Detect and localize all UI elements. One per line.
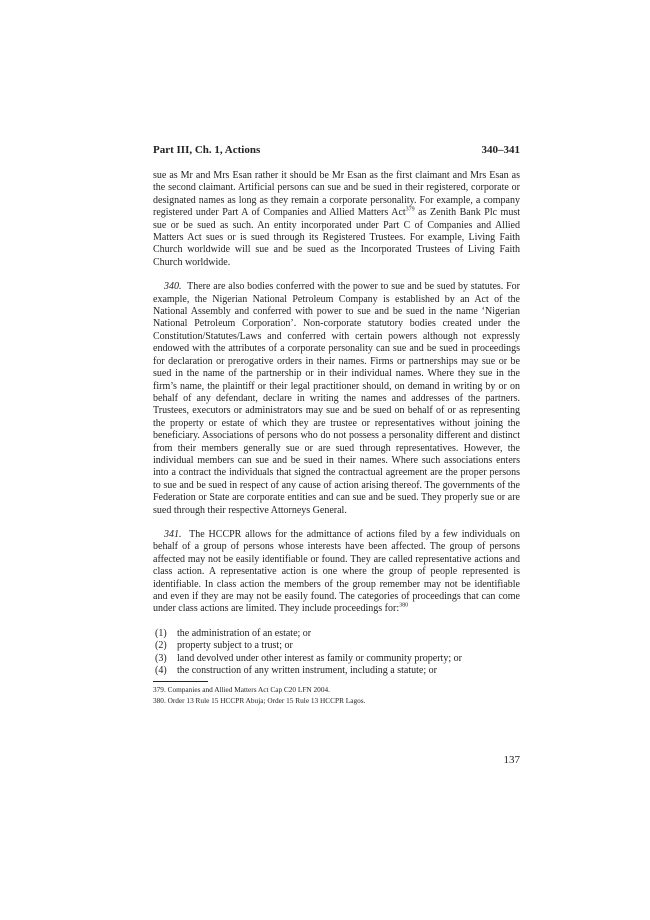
list-item [153,653,520,665]
paragraph-340 [153,281,520,517]
paragraph-text: The HCCPR allows for the admittance of actions filed by a few individuals on behalf of a group of persons whose interests have been affected. The group of persons affected may not be easily identifiable or found. They are called representative actions and class action. A representative action is one where the group of people represented is identifiable. In class action the members of the group remember may not be identifiable and even if they are may not be easily found. The categories of proceedings that can come under class actions are limited. They include proceedings for: [153,528,521,615]
header-chapter-title: Part III, Ch. 1, Actions [153,144,261,156]
footnote-380: 380. Order 13 Rule 15 HCCPR Abuja; Order 15 Rule 13 HCCPR Lagos. [153,696,366,706]
running-header [153,144,520,158]
paragraph-text: as Zenith Bank Plc must sue or be sued as such. An entity incorporated under Part C of Companies and Allied Matters Act sues or is sued through its Registered Trustees. For example, Living Faith Church worldwide will sue and be sued as the Incorporated Trustees of Living Faith Church worldwide. [153,207,520,268]
footnote-ref-379[interactable]: 379 [405,206,415,213]
page-number: 137 [503,754,520,766]
list-item-number: (3) [155,652,167,664]
header-paragraph-range: 340–341 [481,144,520,156]
list-item-number: (4) [155,665,167,677]
list-item-text: the construction of any written instrument, including a statute; or [177,665,437,677]
list-item-text: the administration of an estate; or [177,627,312,639]
list-item-number: (2) [155,640,167,652]
paragraph-number: 340. [164,281,182,293]
paragraph-number: 341. [164,528,182,540]
list-item [153,665,520,677]
page-content [153,144,521,766]
list-item [153,640,520,652]
paragraph-continued [153,170,520,269]
footnote-divider [153,681,208,682]
list-item [153,628,520,640]
footnote-ref-380[interactable]: 380 [399,603,409,610]
proceedings-list [153,628,520,678]
list-item-text: land devolved under other interest as family or community property; or [177,652,462,664]
list-item-number: (1) [155,627,167,639]
list-item-text: property subject to a trust; or [177,640,293,652]
paragraph-341 [153,529,520,616]
paragraph-text: sue as Mr and Mrs Esan rather it should be Mr Esan as the first claimant and Mrs Esan as the second claimant. Artificial persons can sue and be sued in their registered, corporate or designated names as long as they remain a corporate personality. For example, a company registered under Part A of Companies and Allied Matters Act [153,170,520,219]
footnote-379: 379. Companies and Allied Matters Act Cap C20 LFN 2004. [153,685,330,695]
paragraph-text: There are also bodies conferred with the power to sue and be sued by statutes. For example, the Nigerian National Petroleum Company is established by an Act of the National Assembly and conferred with power to sue and be sued in the name ‘Nigerian National Petroleum Corporation’. Non-corporate statutory bodies created under the Constitution/Statutes/Laws and conferred with certain powers although not expressly endowed with the attributes of a corporate personality can sue and be sued in proceedings for declaration or prerogative orders in their names. Firms or partnerships may sue or be sued in the name of the partnership or in their individual names. Where they sue in the firm’s name, the plaintiff or their legal practitioner should, on demand in writing by or on behalf of any defendant, declare in writing the names and addresses of the partners. Trustees, executors or administrators may sue and be sued on behalf of or as representing the property or estate of which they are trustee or representatives without joining the beneficiary. Associations of persons who do not possess a personality different and distinct from their members generally sue or are sued through representatives. However, the individual members can sue and be sued in their names. Where such associations enters into a contract the individuals that signed the contractual agreement are the proper persons to sue and be sued in respect of any cause of action arising thereof. The governments of the Federation or State are corporate entities and can sue and be sued. They properly sue or are sued through their respective Attorneys General. [153,281,521,516]
